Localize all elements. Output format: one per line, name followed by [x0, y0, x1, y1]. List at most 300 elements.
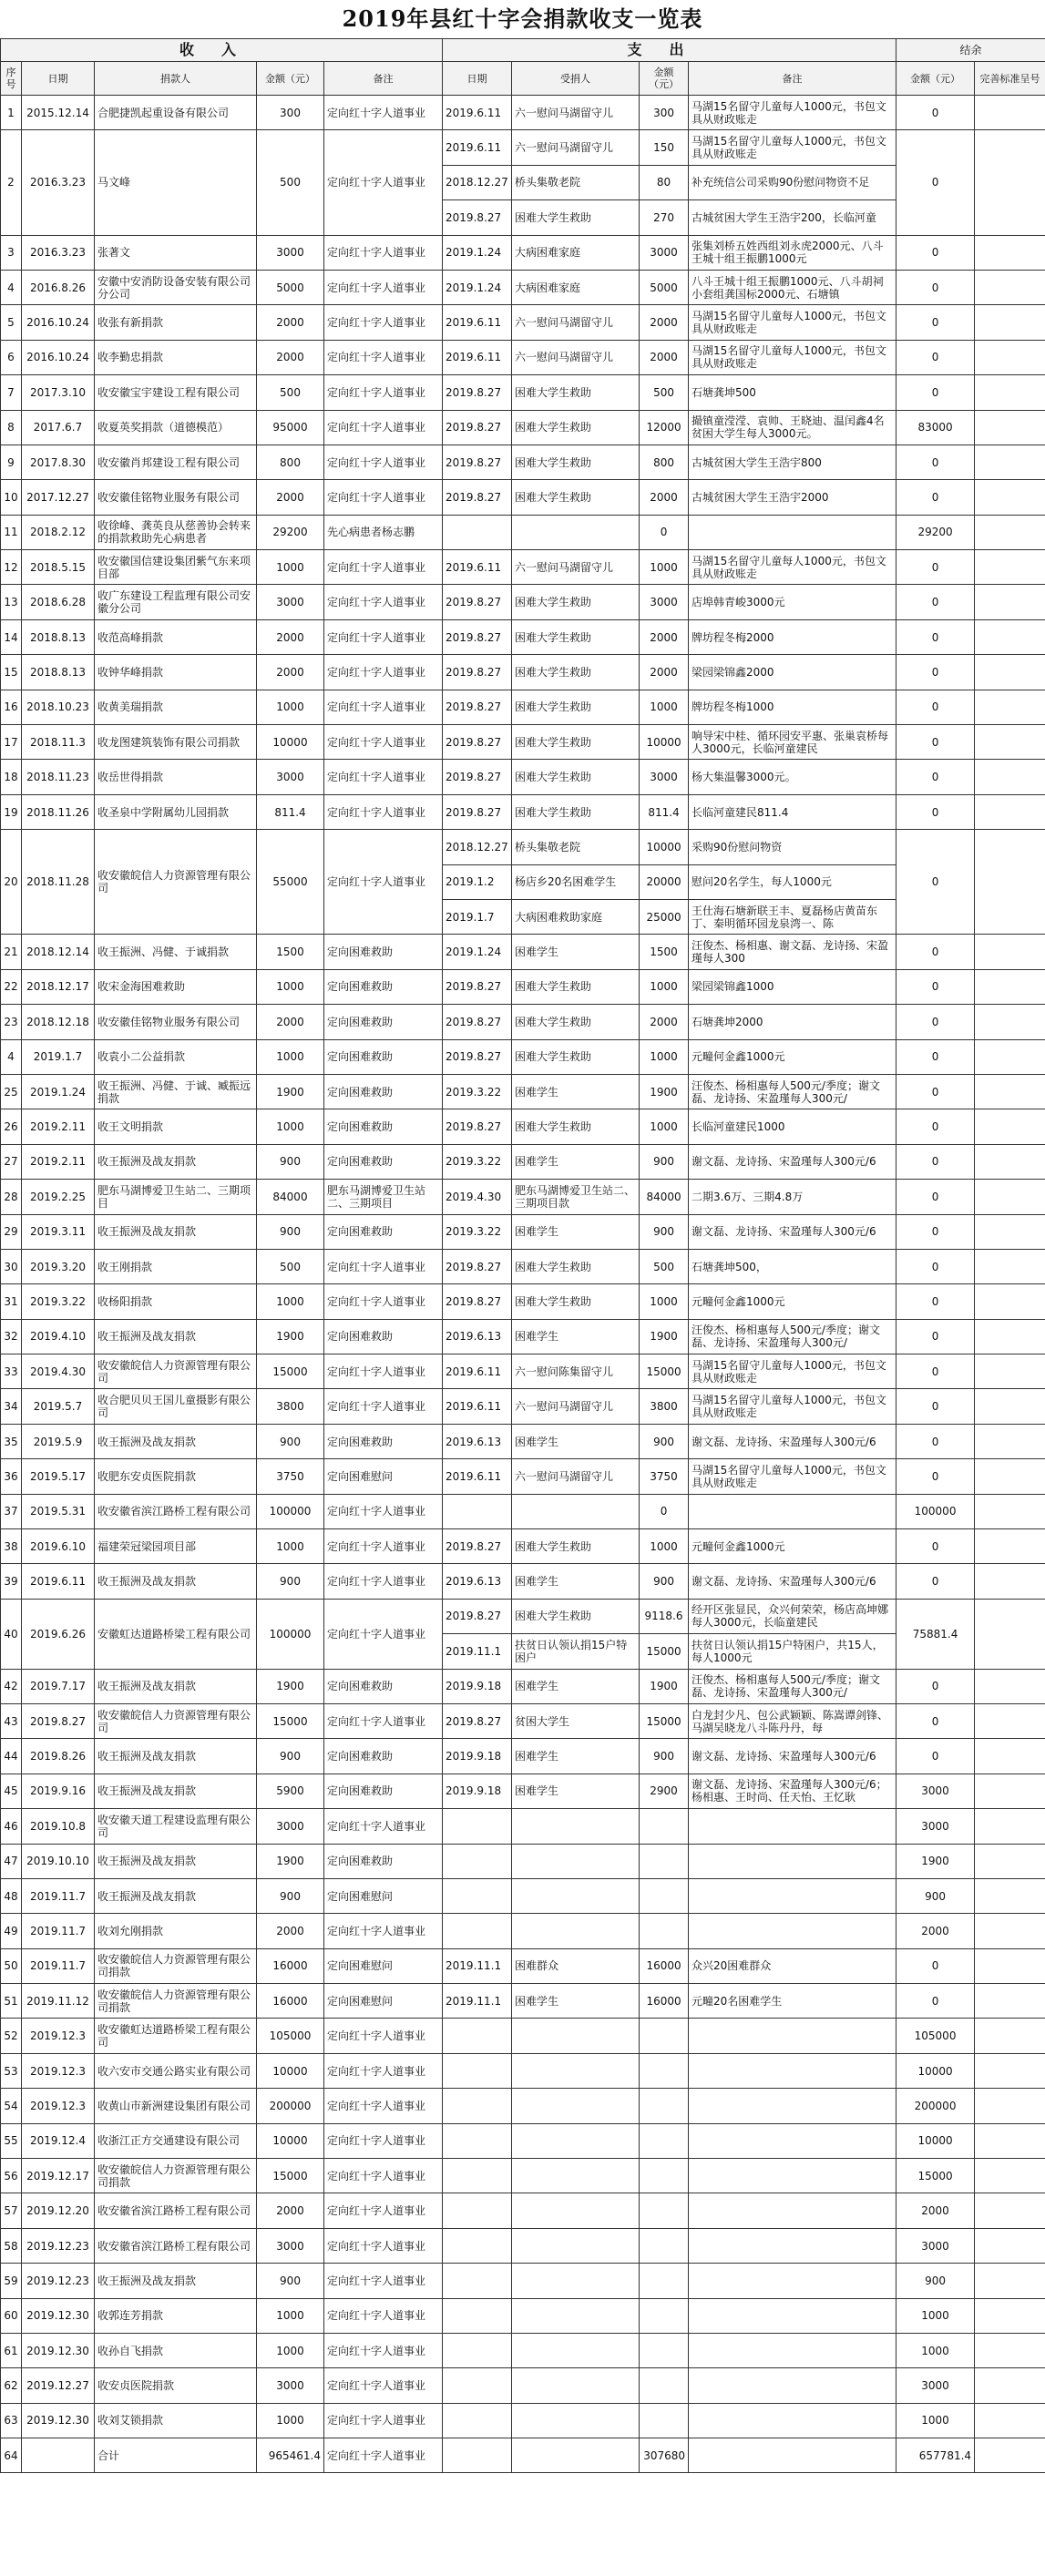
row-bal-note — [975, 1459, 1045, 1494]
row-exp-amount — [640, 2089, 689, 2123]
row-exp-amount: 84000 — [640, 1180, 689, 1214]
row-note: 定向红十字人道事业 — [324, 305, 443, 340]
row-donor: 收王文明捐款 — [95, 1109, 257, 1144]
row-exp-amount: 1900 — [640, 1319, 689, 1354]
table-row — [1, 2264, 1045, 2298]
row-bal-amount: 0 — [896, 480, 975, 515]
total-amount: 965461.4 — [257, 2438, 324, 2473]
row-amount: 2000 — [257, 480, 324, 515]
row-bal-note — [975, 2053, 1045, 2088]
row-exp-date — [443, 2193, 512, 2228]
row-donor: 收安徽省滨江路桥工程有限公司 — [95, 1494, 257, 1528]
total-note: 定向红十字人道事业 — [324, 2438, 443, 2473]
row-donor: 收龙图建筑装饰有限公司捐款 — [95, 725, 257, 760]
row-recipient: 六一慰问马湖留守儿 — [512, 340, 640, 374]
row-exp-date — [443, 2019, 512, 2053]
row-date: 2019.11.7 — [22, 1878, 95, 1913]
row-exp-note — [689, 515, 896, 549]
row-no: 16 — [1, 690, 22, 724]
row-exp-date: 2019.8.27 — [443, 619, 512, 654]
row-amount: 1000 — [257, 690, 324, 724]
row-exp-note: 扶贫日认领认捐15户特困户，共15人，每人1000元 — [689, 1634, 896, 1669]
row-donor: 安徽虹达道路桥梁工程有限公司 — [95, 1599, 257, 1669]
row-amount: 2000 — [257, 655, 324, 690]
row-date: 2019.2.25 — [22, 1180, 95, 1214]
row-exp-date: 2019.8.27 — [443, 1005, 512, 1039]
row-bal-amount: 0 — [896, 1389, 975, 1424]
row-exp-date: 2019.8.27 — [443, 1284, 512, 1319]
row-amount: 15000 — [257, 1354, 324, 1389]
row-exp-date: 2019.8.27 — [443, 969, 512, 1004]
row-exp-date — [443, 2403, 512, 2438]
row-exp-date — [443, 1878, 512, 1913]
row-note: 定向红十字人道事业 — [324, 725, 443, 760]
row-exp-date: 2019.6.11 — [443, 1389, 512, 1424]
row-note: 定向红十字人道事业 — [324, 2159, 443, 2193]
row-bal-amount: 0 — [896, 1284, 975, 1319]
row-exp-note — [689, 2019, 896, 2053]
row-date: 2019.1.24 — [22, 1074, 95, 1109]
row-exp-amount — [640, 2159, 689, 2193]
row-no: 52 — [1, 2019, 22, 2053]
table-row — [1, 1984, 1045, 2019]
table-row — [1, 1074, 1045, 1109]
row-exp-note — [689, 2334, 896, 2368]
income-header: 收入 — [1, 39, 443, 62]
row-bal-note — [975, 1109, 1045, 1144]
row-bal-note — [975, 1354, 1045, 1389]
table-row — [1, 619, 1045, 654]
row-amount: 300 — [257, 96, 324, 130]
row-note: 定向红十字人道事业 — [324, 2228, 443, 2263]
row-recipient: 困难大学生救助 — [512, 1005, 640, 1039]
row-no: 8 — [1, 410, 22, 445]
row-note: 定向红十字人道事业 — [324, 375, 443, 410]
row-date: 2019.8.27 — [22, 1703, 95, 1738]
row-note: 定向红十字人道事业 — [324, 445, 443, 479]
row-no: 32 — [1, 1319, 22, 1354]
row-exp-date: 2019.3.22 — [443, 1074, 512, 1109]
table-row — [1, 2298, 1045, 2333]
row-exp-date: 2019.11.1 — [443, 1634, 512, 1669]
row-exp-date: 2018.12.27 — [443, 165, 512, 199]
row-no: 58 — [1, 2228, 22, 2263]
row-exp-amount: 80 — [640, 165, 689, 199]
row-note: 定向红十字人道事业 — [324, 2264, 443, 2298]
row-exp-date: 2019.6.11 — [443, 305, 512, 340]
row-exp-note: 石塘龚坤500， — [689, 1249, 896, 1283]
row-exp-date: 2019.6.11 — [443, 340, 512, 374]
row-exp-amount: 150 — [640, 130, 689, 165]
row-date: 2018.8.13 — [22, 619, 95, 654]
row-date: 2018.11.28 — [22, 830, 95, 935]
row-exp-note: 补充统信公司采购90份慰问物资不足 — [689, 165, 896, 199]
row-date: 2019.4.30 — [22, 1354, 95, 1389]
row-date: 2018.2.12 — [22, 515, 95, 549]
row-exp-note: 马湖15名留守儿童每人1000元，书包文具从财政账走 — [689, 305, 896, 340]
row-donor: 收安贞医院捐款 — [95, 2368, 257, 2403]
row-exp-amount — [640, 2228, 689, 2263]
row-bal-note — [975, 1180, 1045, 1214]
row-exp-note — [689, 2123, 896, 2158]
row-exp-date: 2019.6.11 — [443, 130, 512, 165]
row-recipient — [512, 1809, 640, 1844]
row-bal-note — [975, 1844, 1045, 1878]
row-donor: 收王刚捐款 — [95, 1249, 257, 1283]
col-amount: 金额（元） — [257, 62, 324, 96]
row-exp-date: 2019.8.27 — [443, 655, 512, 690]
row-bal-amount: 0 — [896, 340, 975, 374]
row-exp-date — [443, 2089, 512, 2123]
row-bal-note — [975, 305, 1045, 340]
row-date: 2019.5.17 — [22, 1459, 95, 1494]
row-no: 13 — [1, 585, 22, 619]
row-exp-date: 2019.8.27 — [443, 725, 512, 760]
row-date: 2019.6.10 — [22, 1529, 95, 1564]
row-exp-note: 谢文磊、龙诗扬、宋盈瑾每人300元/6 — [689, 1214, 896, 1249]
row-date: 2019.12.30 — [22, 2334, 95, 2368]
row-bal-note — [975, 1284, 1045, 1319]
row-date: 2018.12.18 — [22, 1005, 95, 1039]
row-exp-date — [443, 2228, 512, 2263]
row-amount: 10000 — [257, 2123, 324, 2158]
row-bal-amount: 0 — [896, 1948, 975, 1983]
table-row — [1, 515, 1045, 549]
row-exp-date: 2019.4.30 — [443, 1180, 512, 1214]
row-bal-note — [975, 270, 1045, 304]
row-exp-amount: 2900 — [640, 1774, 689, 1808]
row-donor: 收刘允刚捐款 — [95, 1914, 257, 1948]
row-no: 12 — [1, 550, 22, 585]
total-no: 64 — [1, 2438, 22, 2473]
row-exp-date: 2019.6.11 — [443, 96, 512, 130]
row-exp-date: 2019.11.1 — [443, 1948, 512, 1983]
row-recipient: 六一慰问陈集留守儿 — [512, 1354, 640, 1389]
row-no: 46 — [1, 1809, 22, 1844]
table-row — [1, 1739, 1045, 1774]
row-date: 2019.6.26 — [22, 1599, 95, 1669]
row-no: 62 — [1, 2368, 22, 2403]
row-note: 定向红十字人道事业 — [324, 619, 443, 654]
row-exp-amount — [640, 2264, 689, 2298]
row-bal-amount: 900 — [896, 1878, 975, 1913]
row-amount: 1000 — [257, 1284, 324, 1319]
row-bal-note — [975, 760, 1045, 794]
row-exp-amount: 20000 — [640, 864, 689, 899]
row-no: 19 — [1, 794, 22, 829]
row-note: 定向红十字人道事业 — [324, 690, 443, 724]
row-recipient: 困难大学生救助 — [512, 445, 640, 479]
row-bal-amount: 29200 — [896, 515, 975, 549]
row-exp-note: 石塘龚坤500 — [689, 375, 896, 410]
row-exp-amount: 15000 — [640, 1703, 689, 1738]
row-note: 定向红十字人道事业 — [324, 550, 443, 585]
row-exp-date: 2019.1.7 — [443, 899, 512, 934]
row-exp-note: 牌坊程冬梅2000 — [689, 619, 896, 654]
row-bal-amount: 83000 — [896, 410, 975, 445]
row-amount: 2000 — [257, 1914, 324, 1948]
row-exp-amount — [640, 2123, 689, 2158]
table-row — [1, 1703, 1045, 1738]
table-row — [1, 1564, 1045, 1599]
row-note: 定向红十字人道事业 — [324, 1599, 443, 1669]
row-date: 2019.3.20 — [22, 1249, 95, 1283]
table-row — [1, 305, 1045, 340]
row-bal-amount: 3000 — [896, 1774, 975, 1808]
row-recipient: 困难学生 — [512, 1774, 640, 1808]
row-exp-date: 2019.9.18 — [443, 1739, 512, 1774]
row-bal-amount: 2000 — [896, 1914, 975, 1948]
row-note: 定向红十字人道事业 — [324, 1703, 443, 1738]
row-exp-note: 汪俊杰、杨相惠每人500元/季度；谢文磊、龙诗扬、宋盈瑾每人300元/ — [689, 1319, 896, 1354]
row-exp-date: 2019.1.24 — [443, 935, 512, 969]
row-amount: 1000 — [257, 2298, 324, 2333]
row-note: 定向红十字人道事业 — [324, 1809, 443, 1844]
row-exp-note: 响导宋中桂、循环园安平惠、张巢袁桥每人3000元，长临河童建民 — [689, 725, 896, 760]
row-amount: 1000 — [257, 1039, 324, 1074]
row-date: 2019.10.8 — [22, 1809, 95, 1844]
table-row — [1, 1494, 1045, 1528]
row-bal-note — [975, 445, 1045, 479]
row-exp-date: 2018.12.27 — [443, 830, 512, 864]
row-donor: 收杨阳捐款 — [95, 1284, 257, 1319]
row-recipient — [512, 2298, 640, 2333]
row-donor: 收王振洲及战友捐款 — [95, 1564, 257, 1599]
row-exp-amount: 900 — [640, 1739, 689, 1774]
row-exp-note: 杨大集温馨3000元。 — [689, 760, 896, 794]
row-bal-note — [975, 655, 1045, 690]
row-no: 5 — [1, 305, 22, 340]
row-donor: 收徐峰、龚英良从慈善协会转来的捐款救助先心病患者 — [95, 515, 257, 549]
table-row — [1, 1878, 1045, 1913]
row-recipient: 困难学生 — [512, 935, 640, 969]
row-date: 2018.11.23 — [22, 760, 95, 794]
row-donor: 收王振洲及战友捐款 — [95, 1424, 257, 1458]
row-no: 22 — [1, 969, 22, 1004]
row-exp-amount: 900 — [640, 1564, 689, 1599]
table-row — [1, 794, 1045, 829]
row-exp-note: 古城贫困大学生王浩宇800 — [689, 445, 896, 479]
row-donor: 收安徽佳铭物业服务有限公司 — [95, 480, 257, 515]
row-exp-date: 2019.8.27 — [443, 760, 512, 794]
row-bal-note — [975, 2264, 1045, 2298]
row-exp-note: 经开区张显民，众兴何荣荣，杨店高坤娜每人3000元，长临童建民 — [689, 1599, 896, 1633]
row-recipient: 困难学生 — [512, 1319, 640, 1354]
row-exp-amount — [640, 2053, 689, 2088]
row-note: 定向红十字人道事业 — [324, 410, 443, 445]
row-date: 2019.12.3 — [22, 2019, 95, 2053]
row-exp-amount: 12000 — [640, 410, 689, 445]
table-row — [1, 410, 1045, 445]
row-note: 定向红十字人道事业 — [324, 1914, 443, 1948]
row-exp-note: 马湖15名留守儿童每人1000元，书包文具从财政账走 — [689, 550, 896, 585]
row-exp-note: 马湖15名留守儿童每人1000元，书包文具从财政账走 — [689, 1459, 896, 1494]
row-bal-note — [975, 794, 1045, 829]
row-amount: 1000 — [257, 1529, 324, 1564]
row-no: 11 — [1, 515, 22, 549]
row-exp-amount: 1000 — [640, 1039, 689, 1074]
row-note: 定向红十字人道事业 — [324, 2089, 443, 2123]
row-amount: 500 — [257, 130, 324, 235]
row-exp-date: 2019.8.27 — [443, 1529, 512, 1564]
row-bal-amount: 0 — [896, 794, 975, 829]
row-recipient: 困难大学生救助 — [512, 725, 640, 760]
row-donor: 收安徽天道工程建设监理有限公司 — [95, 1809, 257, 1844]
row-bal-note — [975, 515, 1045, 549]
row-recipient — [512, 1494, 640, 1528]
row-date: 2019.12.23 — [22, 2228, 95, 2263]
row-exp-note: 众兴20困难群众 — [689, 1948, 896, 1983]
row-bal-amount: 0 — [896, 585, 975, 619]
row-exp-note: 梁园梁锦鑫1000 — [689, 969, 896, 1004]
table-row — [1, 235, 1045, 270]
row-donor: 收袁小二公益捐款 — [95, 1039, 257, 1074]
row-exp-amount: 1000 — [640, 1284, 689, 1319]
row-amount: 200000 — [257, 2089, 324, 2123]
row-donor: 合肥捷凯起重设备有限公司 — [95, 96, 257, 130]
total-label: 合计 — [95, 2438, 257, 2473]
row-exp-amount: 500 — [640, 375, 689, 410]
row-note: 定向红十字人道事业 — [324, 830, 443, 935]
row-donor: 收孙自飞捐款 — [95, 2334, 257, 2368]
row-bal-note — [975, 830, 1045, 935]
row-note: 定向红十字人道事业 — [324, 1249, 443, 1283]
row-recipient: 困难学生 — [512, 1669, 640, 1703]
row-date: 2018.5.15 — [22, 550, 95, 585]
row-exp-amount — [640, 1809, 689, 1844]
row-amount: 55000 — [257, 830, 324, 935]
row-bal-note — [975, 725, 1045, 760]
row-recipient: 困难学生 — [512, 1214, 640, 1249]
row-exp-date — [443, 515, 512, 549]
row-exp-date: 2019.6.11 — [443, 550, 512, 585]
row-donor: 收王振洲、冯健、于诚捐款 — [95, 935, 257, 969]
row-bal-amount: 0 — [896, 1739, 975, 1774]
table-row — [1, 1774, 1045, 1808]
row-bal-amount: 0 — [896, 1703, 975, 1738]
row-exp-date — [443, 2264, 512, 2298]
row-bal-note — [975, 1739, 1045, 1774]
col-exp-date: 日期 — [443, 62, 512, 96]
row-exp-amount: 10000 — [640, 830, 689, 864]
row-date: 2019.1.7 — [22, 1039, 95, 1074]
row-bal-note — [975, 1249, 1045, 1283]
row-bal-note — [975, 1878, 1045, 1913]
row-bal-amount: 0 — [896, 1249, 975, 1283]
row-exp-note: 马湖15名留守儿童每人1000元，书包文具从财政账走 — [689, 1389, 896, 1424]
row-exp-amount: 10000 — [640, 725, 689, 760]
row-recipient: 困难大学生救助 — [512, 1529, 640, 1564]
row-recipient: 大病困难家庭 — [512, 270, 640, 304]
col-bal-amount: 金额（元） — [896, 62, 975, 96]
row-date: 2019.11.7 — [22, 1948, 95, 1983]
row-bal-amount: 0 — [896, 235, 975, 270]
row-exp-note — [689, 2053, 896, 2088]
row-exp-date: 2019.8.27 — [443, 794, 512, 829]
row-bal-amount: 1900 — [896, 1844, 975, 1878]
col-date: 日期 — [22, 62, 95, 96]
row-recipient — [512, 2334, 640, 2368]
row-bal-note — [975, 1984, 1045, 2019]
row-bal-note — [975, 1144, 1045, 1179]
row-amount: 10000 — [257, 725, 324, 760]
row-donor: 收李勤忠捐款 — [95, 340, 257, 374]
row-note: 定向红十字人道事业 — [324, 2403, 443, 2438]
row-bal-amount: 2000 — [896, 2193, 975, 2228]
row-bal-amount: 100000 — [896, 1494, 975, 1528]
row-note: 定向红十字人道事业 — [324, 585, 443, 619]
row-amount: 500 — [257, 1249, 324, 1283]
row-no: 37 — [1, 1494, 22, 1528]
row-amount: 1000 — [257, 2334, 324, 2368]
row-exp-amount — [640, 1878, 689, 1913]
row-recipient: 大病困难家庭 — [512, 235, 640, 270]
row-exp-amount — [640, 1844, 689, 1878]
row-recipient — [512, 2403, 640, 2438]
row-date: 2019.3.11 — [22, 1214, 95, 1249]
row-exp-amount — [640, 1914, 689, 1948]
row-bal-note — [975, 2193, 1045, 2228]
row-exp-note — [689, 2089, 896, 2123]
row-no: 23 — [1, 1005, 22, 1039]
row-amount: 3800 — [257, 1389, 324, 1424]
row-amount: 1900 — [257, 1844, 324, 1878]
row-exp-date — [443, 2334, 512, 2368]
row-recipient — [512, 2053, 640, 2088]
row-exp-note: 王仕海石塘新联王丰、夏磊杨店黄苗东丁、秦明循环园龙泉湾一、陈 — [689, 899, 896, 934]
row-amount: 15000 — [257, 1703, 324, 1738]
row-no: 2 — [1, 130, 22, 235]
row-no: 20 — [1, 830, 22, 935]
row-exp-amount: 16000 — [640, 1948, 689, 1983]
row-exp-date: 2019.8.27 — [443, 200, 512, 235]
row-bal-amount: 3000 — [896, 2368, 975, 2403]
row-recipient: 六一慰问马湖留守儿 — [512, 96, 640, 130]
row-exp-amount: 25000 — [640, 899, 689, 934]
row-exp-date: 2019.9.18 — [443, 1774, 512, 1808]
row-bal-amount: 75881.4 — [896, 1599, 975, 1669]
table-row — [1, 2368, 1045, 2403]
row-recipient: 困难大学生救助 — [512, 1039, 640, 1074]
row-bal-amount: 0 — [896, 1319, 975, 1354]
row-donor: 收王振洲及战友捐款 — [95, 1669, 257, 1703]
row-exp-note — [689, 2298, 896, 2333]
row-bal-amount: 0 — [896, 445, 975, 479]
row-no: 17 — [1, 725, 22, 760]
row-exp-date — [443, 2123, 512, 2158]
row-amount: 800 — [257, 445, 324, 479]
row-bal-amount: 0 — [896, 1354, 975, 1389]
row-note: 定向红十字人道事业 — [324, 2019, 443, 2053]
row-bal-note — [975, 935, 1045, 969]
row-exp-amount: 900 — [640, 1424, 689, 1458]
row-note: 定向红十字人道事业 — [324, 1284, 443, 1319]
table-row — [1, 1424, 1045, 1458]
row-note: 定向红十字人道事业 — [324, 1494, 443, 1528]
row-donor: 马文峰 — [95, 130, 257, 235]
table-row — [1, 1389, 1045, 1424]
row-date: 2018.11.3 — [22, 725, 95, 760]
col-exp-amount: 金额（元） — [640, 62, 689, 96]
row-no: 54 — [1, 2089, 22, 2123]
row-exp-note — [689, 2403, 896, 2438]
row-exp-date: 2019.6.13 — [443, 1319, 512, 1354]
table-row — [1, 1144, 1045, 1179]
row-date: 2018.12.17 — [22, 969, 95, 1004]
row-note: 定向困难救助 — [324, 1739, 443, 1774]
row-bal-note — [975, 1948, 1045, 1983]
table-row — [1, 1809, 1045, 1844]
